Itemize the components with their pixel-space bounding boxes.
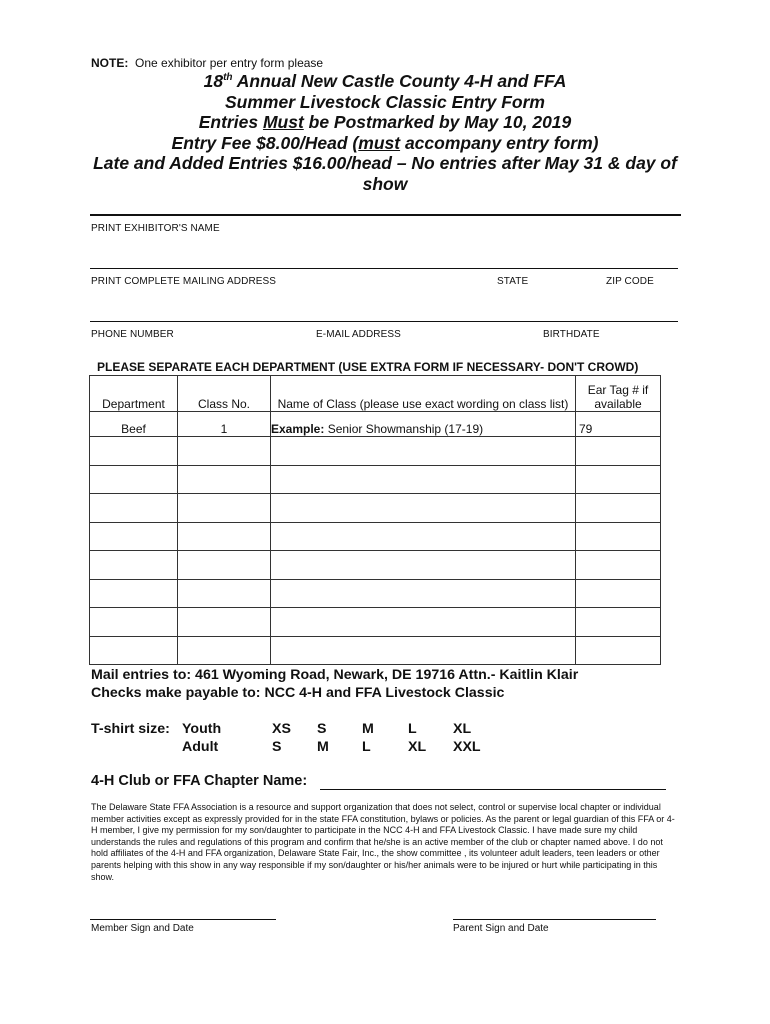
title-line-4-pre: Entry Fee $8.00/Head ( (171, 132, 359, 153)
cell-class-no[interactable] (178, 551, 271, 580)
cell-ear-tag[interactable] (576, 494, 661, 523)
mailing-address-label: PRINT COMPLETE MAILING ADDRESS (91, 276, 277, 287)
title-ordinal: th (223, 72, 233, 84)
table-row (90, 551, 661, 580)
cell-class-no[interactable] (178, 437, 271, 466)
youth-size-option[interactable]: S (317, 721, 327, 737)
cell-class-name[interactable] (271, 551, 576, 580)
youth-size-option[interactable]: XS (272, 721, 291, 737)
title-line-6: show (362, 173, 408, 194)
cell-department[interactable] (90, 579, 178, 608)
table-row (90, 437, 661, 466)
youth-size-option[interactable]: M (362, 721, 374, 737)
header-ear-tag: Ear Tag # if available (576, 376, 661, 412)
table-header-row (90, 376, 661, 412)
state-label: STATE (497, 276, 529, 287)
header-class-no: Class No. (178, 376, 271, 412)
adult-size-option[interactable]: XL (408, 739, 427, 755)
cell-class-name[interactable] (271, 608, 576, 637)
table-row (90, 579, 661, 608)
cell-department[interactable] (90, 551, 178, 580)
title-line-1 (70, 71, 700, 92)
header-department: Department (90, 376, 178, 412)
note-text: One exhibitor per entry form please (135, 56, 324, 70)
example-ear-tag: 79 (576, 412, 661, 437)
example-department: Beef (90, 412, 178, 437)
title-line-2: Summer Livestock Classic Entry Form (225, 91, 545, 112)
club-name-line[interactable] (320, 789, 666, 790)
cell-ear-tag[interactable] (576, 437, 661, 466)
title-divider (90, 214, 681, 216)
cell-department[interactable] (90, 636, 178, 665)
title-line-3 (70, 112, 700, 133)
title-line-4 (70, 133, 700, 154)
cell-ear-tag[interactable] (576, 608, 661, 637)
table-row (90, 522, 661, 551)
cell-class-name[interactable] (271, 437, 576, 466)
cell-ear-tag[interactable] (576, 636, 661, 665)
title-line-4-post: accompany entry form) (400, 132, 599, 153)
cell-ear-tag[interactable] (576, 522, 661, 551)
exhibitor-name-label: PRINT EXHIBITOR'S NAME (91, 223, 220, 234)
title-org: Annual New Castle County 4-H and FFA (232, 71, 567, 91)
example-row (90, 412, 661, 437)
phone-label: PHONE NUMBER (91, 329, 174, 340)
birthdate-label: BIRTHDATE (543, 329, 600, 340)
tshirt-youth-label: Youth (182, 721, 222, 737)
cell-class-name[interactable] (271, 636, 576, 665)
adult-size-option[interactable]: L (362, 739, 371, 755)
cell-department[interactable] (90, 522, 178, 551)
entries-table (89, 375, 661, 665)
mailing-instructions (91, 666, 578, 702)
cell-class-name[interactable] (271, 465, 576, 494)
email-label: E-MAIL ADDRESS (316, 329, 401, 340)
title-line-3-post: be Postmarked by May 10, 2019 (303, 112, 572, 132)
member-signature-label: Member Sign and Date (91, 923, 194, 934)
cell-class-name[interactable] (271, 579, 576, 608)
cell-class-no[interactable] (178, 494, 271, 523)
table-row (90, 465, 661, 494)
title-line-3-pre: Entries (198, 112, 263, 132)
youth-size-option[interactable]: XL (453, 721, 472, 737)
example-class-text: Senior Showmanship (17-19) (327, 422, 484, 436)
cell-department[interactable] (90, 608, 178, 637)
title-line-5: Late and Added Entries $16.00/head – No entries after May 31 & day of (93, 153, 677, 173)
table-row (90, 636, 661, 665)
mailing-address-line[interactable] (90, 321, 678, 322)
adult-size-option[interactable]: S (272, 739, 282, 755)
cell-class-name[interactable] (271, 522, 576, 551)
cell-ear-tag[interactable] (576, 465, 661, 494)
cell-department[interactable] (90, 494, 178, 523)
cell-department[interactable] (90, 465, 178, 494)
title-line-4-emph: must (358, 132, 401, 153)
checks-payable-line: Checks make payable to: NCC 4-H and FFA Livestock Classic (91, 685, 505, 701)
cell-class-no[interactable] (178, 579, 271, 608)
legal-disclaimer: The Delaware State FFA Association is a resource and support organization that does not select, control or supervise local chapter or individual member activities except as expressly provided for in the state FFA constitution, bylaws or policies. As the parent or legal guardian of this FFA or 4-H member, I give my permission for my son/daughter to participate in the NCC 4-H and FFA Livestock Classic. I have made sure my child understands the rules and regulations of this program and confirm that he/she is an active member of the club or chapter named above. I do not hold affiliates of the 4-H and FFA organization, Delaware State Fair, Inc., the show committee , its volunteer adult leaders, teen leaders or other parents helping with this show in any way responsible if my son/daughter or his/her animals were to be injured or hurt while participating in this show. (91, 802, 675, 882)
note-label: NOTE: (91, 56, 129, 70)
cell-ear-tag[interactable] (576, 579, 661, 608)
cell-class-no[interactable] (178, 608, 271, 637)
cell-department[interactable] (90, 437, 178, 466)
cell-class-no[interactable] (178, 636, 271, 665)
example-class-no: 1 (178, 412, 271, 437)
department-note: PLEASE SEPARATE EACH DEPARTMENT (USE EXTRA FORM IF NECESSARY- DON'T CROWD) (97, 360, 639, 374)
exhibitor-name-line[interactable] (90, 268, 678, 269)
cell-class-name[interactable] (271, 494, 576, 523)
cell-class-no[interactable] (178, 465, 271, 494)
example-class-name (271, 412, 576, 437)
tshirt-size-section (91, 720, 511, 760)
form-title (70, 71, 700, 194)
cell-class-no[interactable] (178, 522, 271, 551)
member-signature-line[interactable] (90, 919, 276, 920)
table-row (90, 494, 661, 523)
table-row (90, 608, 661, 637)
adult-size-option[interactable]: M (317, 739, 329, 755)
club-name-label: 4-H Club or FFA Chapter Name: (91, 773, 308, 789)
title-line-3-emph: Must (262, 112, 304, 132)
mail-entries-line: Mail entries to: 461 Wyoming Road, Newark, DE 19716 Attn.- Kaitlin Klair (91, 667, 579, 683)
title-edition: 18 (203, 71, 224, 91)
zip-label: ZIP CODE (606, 276, 654, 287)
cell-ear-tag[interactable] (576, 551, 661, 580)
youth-size-option[interactable]: L (408, 721, 417, 737)
parent-signature-line[interactable] (453, 919, 656, 920)
note-line (91, 56, 323, 70)
adult-size-option[interactable]: XXL (453, 739, 481, 755)
example-label: Example: (271, 422, 325, 436)
tshirt-label: T-shirt size: (91, 721, 170, 737)
header-class-name: Name of Class (please use exact wording on class list) (271, 376, 576, 412)
tshirt-adult-label: Adult (182, 739, 219, 755)
parent-signature-label: Parent Sign and Date (453, 923, 549, 934)
